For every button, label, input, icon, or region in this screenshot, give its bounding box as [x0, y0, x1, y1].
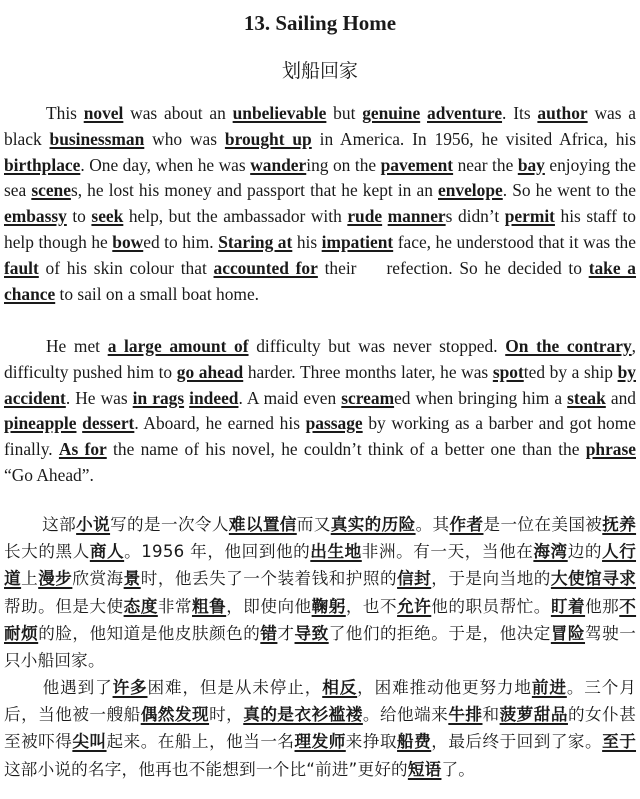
underlined-vocabulary: 真的是衣衫褴褛 — [243, 705, 363, 725]
underlined-vocabulary: 鞠躬 — [311, 596, 346, 616]
text-run: ed when bringing him a — [394, 387, 568, 408]
text-run: 时，他丢失了一个装着钱和护照的 — [140, 569, 398, 589]
chinese-paragraph-1 — [4, 511, 636, 674]
text-run: . Aboard, he earned his — [134, 413, 306, 434]
underlined-vocabulary: 导致 — [294, 623, 329, 643]
underlined-vocabulary: 出生地 — [310, 542, 362, 562]
underlined-vocabulary: 人行道 — [4, 542, 637, 589]
underlined-vocabulary: 漫步 — [38, 569, 73, 589]
underlined-vocabulary: businessman — [49, 128, 145, 149]
text-run: ing on the — [306, 154, 381, 175]
underlined-vocabulary: 至于 — [602, 732, 637, 752]
text-run: was about an — [123, 103, 233, 123]
underlined-vocabulary: As for — [58, 439, 107, 460]
text-run: . One day, when he was — [80, 154, 251, 175]
underlined-vocabulary: unbelievable — [232, 103, 327, 123]
underlined-vocabulary: scene — [31, 180, 71, 201]
underlined-vocabulary: 许多 — [112, 678, 148, 697]
text-run: his staff to help though he — [4, 206, 636, 252]
underlined-vocabulary: fault — [4, 257, 39, 278]
underlined-vocabulary: by accident — [4, 361, 636, 408]
underlined-vocabulary: 作者 — [449, 515, 484, 534]
underlined-vocabulary: scream — [341, 387, 395, 408]
underlined-vocabulary: a large amount of — [107, 336, 249, 356]
text-run: was a black — [4, 103, 637, 149]
underlined-vocabulary: passage — [305, 413, 363, 434]
underlined-vocabulary: 真实的历险 — [330, 515, 416, 534]
text-run: to sail on a small boat home. — [55, 283, 260, 304]
underlined-vocabulary: dessert — [82, 413, 135, 434]
text-run: 。给他端来 — [362, 705, 449, 725]
text-run: 才 — [277, 623, 295, 643]
underlined-vocabulary: phrase — [585, 439, 636, 460]
underlined-vocabulary: 信封 — [397, 569, 432, 589]
underlined-vocabulary: 冒险 — [550, 623, 586, 643]
text-run: enjoying the sea — [4, 154, 637, 201]
text-run: ，于是向当地的 — [431, 569, 551, 589]
text-run: ，也不 — [345, 596, 398, 616]
text-run: 了。 — [441, 759, 476, 779]
underlined-vocabulary: On the contrary — [505, 336, 632, 356]
underlined-vocabulary: bay — [517, 154, 545, 175]
text-run: of his skin colour that — [38, 257, 214, 278]
text-run: ed to him. — [143, 231, 219, 252]
text-run: ，困难推动他更努力地 — [357, 678, 532, 697]
underlined-vocabulary: 理发师 — [294, 732, 346, 752]
text-run: but — [326, 103, 363, 123]
underlined-vocabulary: manner — [387, 206, 446, 227]
text-run: 他的职员帮忙。 — [431, 596, 551, 616]
chinese-paragraph-2-text — [4, 678, 636, 779]
underlined-vocabulary: accounted for — [213, 257, 318, 278]
text-run: 的脸，他知道是他皮肤颜色的 — [38, 623, 261, 643]
underlined-vocabulary: 抚养 — [602, 515, 637, 534]
text-run: ，最后终于回到了家。 — [431, 732, 603, 752]
underlined-vocabulary: Staring at — [218, 231, 293, 252]
english-paragraph-1-text — [4, 103, 636, 304]
document-subtitle: 划船回家 — [281, 60, 358, 82]
text-run: the name of his novel, he couldn’t think of a better one than the — [106, 439, 586, 460]
text-run: 这部小说的名字，他再也不能想到一个比“前进”更好的 — [4, 759, 408, 779]
underlined-vocabulary: 尖叫 — [72, 732, 107, 752]
underlined-vocabulary: go ahead — [176, 361, 244, 382]
underlined-vocabulary: 允许 — [397, 596, 432, 616]
text-run: 起来。在船上，他当一名 — [106, 732, 295, 752]
text-run: . Its — [502, 103, 538, 123]
underlined-vocabulary: wander — [250, 154, 307, 175]
text-run: , difficulty pushed him to — [4, 336, 636, 382]
underlined-vocabulary: 船费 — [397, 732, 432, 752]
text-run: 边的 — [567, 542, 603, 562]
text-run: This — [46, 103, 84, 123]
underlined-vocabulary: 景 — [123, 569, 141, 589]
text-run: their — [317, 257, 357, 278]
underlined-vocabulary: brought up — [224, 128, 312, 149]
text-run: s, he lost his money and passport that he kept in an — [70, 180, 438, 201]
text-run: 。1956 年，他回到他的 — [124, 542, 311, 562]
chinese-paragraph-2 — [4, 674, 636, 783]
underlined-vocabulary: indeed — [189, 387, 239, 408]
underlined-vocabulary: embassy — [4, 206, 67, 227]
text-run: 困难，但是从未停止， — [147, 678, 323, 697]
underlined-vocabulary: spot — [492, 361, 524, 382]
text-run: his — [292, 231, 322, 252]
text-run: difficulty but was never stopped. — [248, 336, 506, 356]
text-run: by working as a barber and got home finally. — [4, 413, 636, 460]
text-run: 来挣取 — [345, 732, 398, 752]
underlined-vocabulary: 态度 — [123, 596, 158, 616]
underlined-vocabulary: genuine — [362, 103, 421, 123]
text-run: 他遇到了 — [42, 678, 113, 697]
text-run: face, he understood that it was the — [393, 231, 636, 252]
text-run: “Go Ahead”. — [4, 464, 94, 485]
text-run: 是一位在美国被 — [483, 515, 603, 534]
underlined-vocabulary: novel — [83, 103, 124, 123]
text-run: 时， — [209, 705, 244, 725]
underlined-vocabulary: 相反 — [322, 678, 358, 697]
text-run: 。其 — [415, 515, 450, 534]
underlined-vocabulary: 不耐烦 — [4, 596, 637, 643]
text-run: near the — [453, 154, 518, 175]
underlined-vocabulary: impatient — [321, 231, 394, 252]
text-run: help, but the ambassador with — [123, 206, 348, 227]
underlined-vocabulary: 牛排 — [448, 705, 483, 725]
text-run: 长大的黑人 — [4, 542, 90, 562]
underlined-vocabulary: author — [537, 103, 588, 123]
underlined-vocabulary: 前进 — [531, 678, 567, 697]
text-run: 欣赏海 — [72, 569, 124, 589]
underlined-vocabulary: birthplace — [4, 154, 81, 175]
text-run: who was — [144, 128, 225, 149]
text-run: in America. In 1956, he visited Africa, his — [311, 128, 637, 149]
underlined-vocabulary: 难以置信 — [228, 515, 297, 534]
english-paragraph-2 — [4, 334, 636, 489]
text-run: 这部 — [42, 515, 77, 534]
text-run: 上 — [21, 569, 39, 589]
underlined-vocabulary: permit — [504, 206, 555, 227]
underlined-vocabulary: 商人 — [89, 542, 125, 562]
text-run: . So he went to the — [502, 180, 636, 201]
text-run: 了他们的拒绝。于是，他决定 — [328, 623, 551, 643]
underlined-vocabulary: pineapple — [4, 413, 77, 434]
underlined-vocabulary: rude — [347, 206, 383, 227]
underlined-vocabulary: take a chance — [4, 257, 637, 304]
text-run: 非常 — [157, 596, 192, 616]
underlined-vocabulary: 菠萝甜品 — [499, 705, 568, 725]
text-run: 帮助。但是大使 — [4, 596, 124, 616]
text-run: and — [605, 387, 636, 408]
underlined-vocabulary: 偶然发现 — [140, 705, 210, 725]
underlined-vocabulary: 小说 — [76, 515, 111, 534]
underlined-vocabulary: steak — [567, 387, 606, 408]
underlined-vocabulary: 海湾 — [533, 542, 568, 562]
text-run: 而又 — [296, 515, 331, 534]
text-run: 写的是一次令人 — [110, 515, 229, 534]
underlined-vocabulary: bow — [112, 231, 144, 252]
underlined-vocabulary: 大使馆寻求 — [550, 569, 637, 589]
underlined-vocabulary: 短语 — [407, 759, 442, 779]
underlined-vocabulary: pavement — [380, 154, 454, 175]
text-run: refection. So he decided to — [386, 257, 589, 278]
underlined-vocabulary: envelope — [438, 180, 503, 201]
chinese-paragraph-1-text — [4, 515, 636, 670]
underlined-vocabulary: 盯着 — [550, 596, 586, 616]
english-paragraph-2-text — [4, 336, 636, 485]
text-run: ted by a ship — [523, 361, 618, 382]
underlined-vocabulary: in rags — [132, 387, 185, 408]
text-run: harder. Three months later, he was — [243, 361, 493, 382]
text-run: s didn’t — [445, 206, 505, 227]
text-run — [420, 103, 427, 123]
text-run: 和 — [482, 705, 500, 725]
text-run: to — [66, 206, 92, 227]
underlined-vocabulary: 错 — [260, 623, 278, 643]
text-run: ，即使向他 — [226, 596, 312, 616]
text-run: . A maid even — [238, 387, 342, 408]
text-run: 驾驶一只小船回家。 — [4, 623, 637, 671]
underlined-vocabulary: adventure — [427, 103, 503, 123]
text-run: 。三个月后，当他被一艘船 — [4, 678, 637, 725]
text-run: 非洲。有一天，当他在 — [361, 542, 534, 562]
text-run: 的女仆甚至被吓得 — [4, 705, 637, 752]
text-run: . He was — [65, 387, 133, 408]
text-run: 他那 — [585, 596, 620, 616]
underlined-vocabulary: seek — [91, 206, 124, 227]
text-run: He met — [46, 336, 108, 356]
underlined-vocabulary: 粗鲁 — [192, 596, 227, 616]
english-paragraph-1 — [4, 101, 636, 307]
document-title: 13. Sailing Home — [243, 11, 397, 35]
